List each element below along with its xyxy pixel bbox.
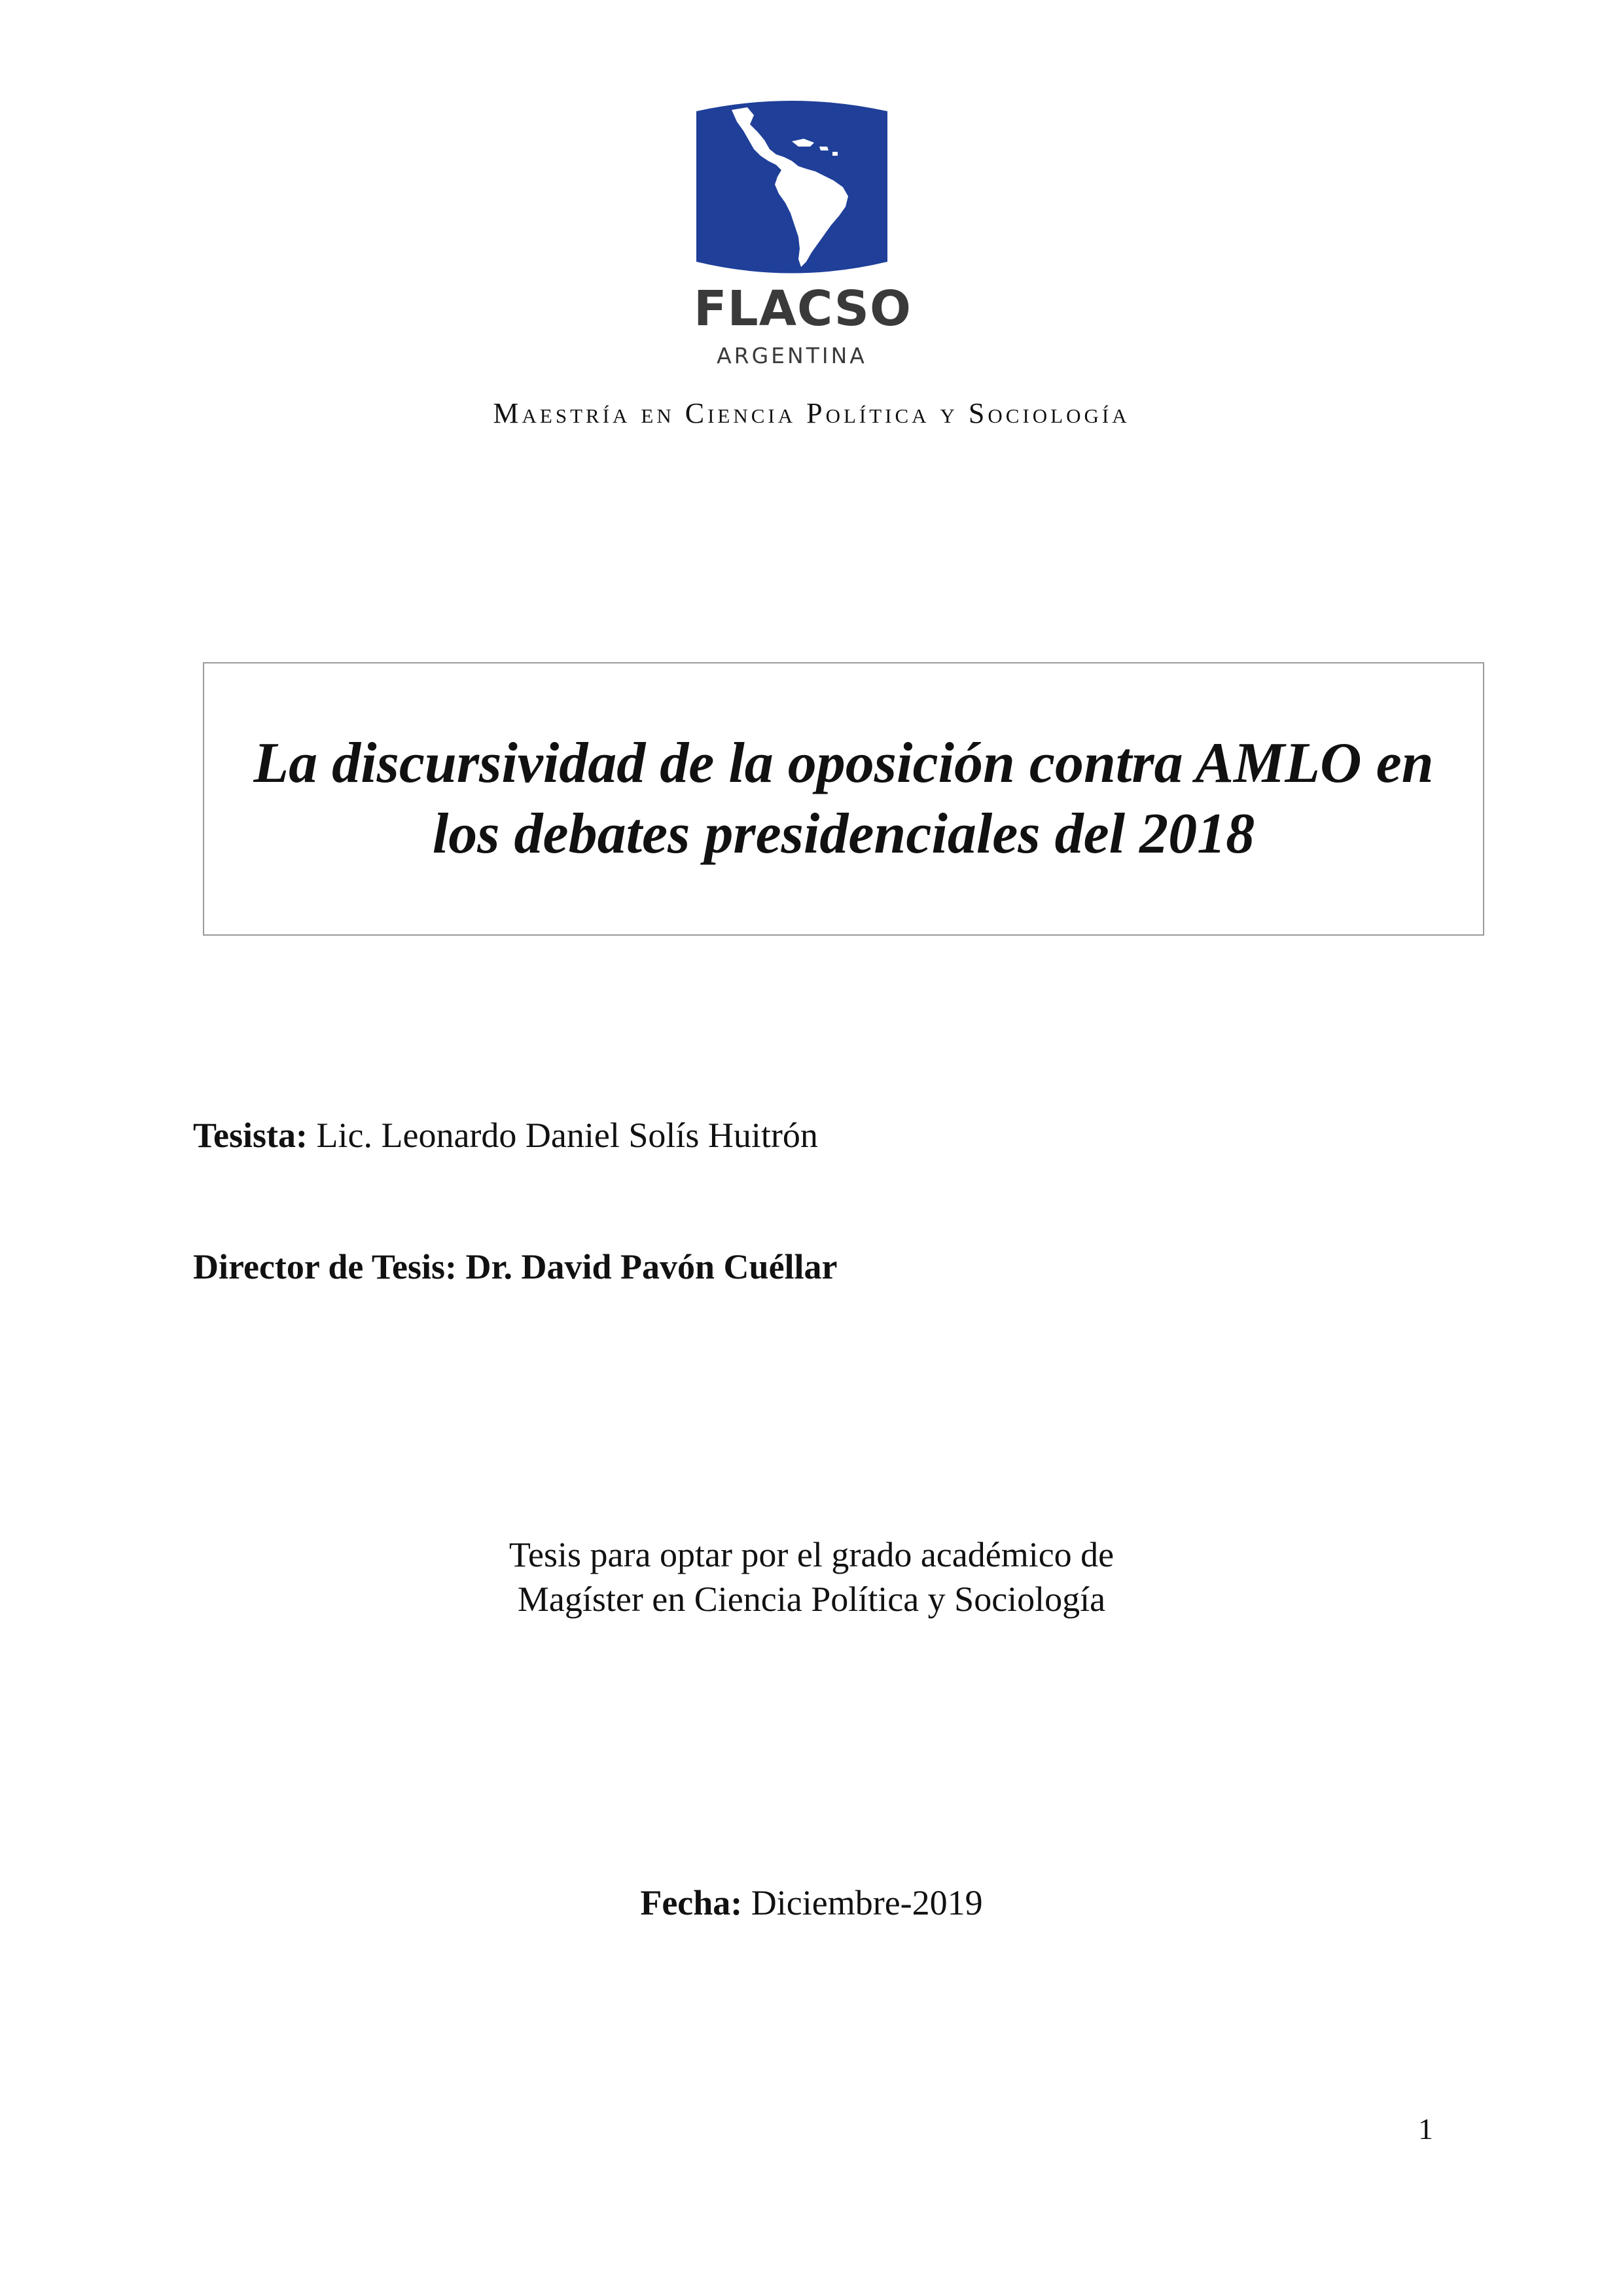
flacso-logo <box>694 98 912 380</box>
degree-line-2: Magíster en Ciencia Política y Sociología <box>517 1580 1106 1619</box>
logo-country: ARGENTINA <box>717 343 867 368</box>
date-line <box>0 1882 1623 1924</box>
degree-line-1: Tesis para optar por el grado académico de <box>508 1535 1115 1574</box>
thesis-title-line-1: La discursividad de la oposición contra AMLO en <box>253 732 1434 795</box>
thesis-title-line-2: los debates presidenciales del 2018 <box>432 802 1255 866</box>
date-value: Diciembre-2019 <box>751 1883 983 1922</box>
director-label: Director de Tesis: <box>193 1247 457 1286</box>
program-name: Maestría en Ciencia Política y Sociología <box>493 397 1130 429</box>
author-line <box>193 1114 818 1157</box>
page-number: 1 <box>1418 2112 1433 2146</box>
director-name: Dr. David Pavón Cuéllar <box>465 1247 838 1286</box>
author-name: Lic. Leonardo Daniel Solís Huitrón <box>316 1116 818 1155</box>
latin-america-map-icon <box>694 98 890 281</box>
title-box <box>203 662 1484 936</box>
date-label: Fecha: <box>640 1883 743 1922</box>
thesis-title <box>253 728 1433 870</box>
author-label: Tesista: <box>193 1116 308 1155</box>
logo-name: FLACSO <box>694 281 912 337</box>
director-line <box>193 1246 838 1288</box>
degree-statement <box>0 1532 1623 1621</box>
